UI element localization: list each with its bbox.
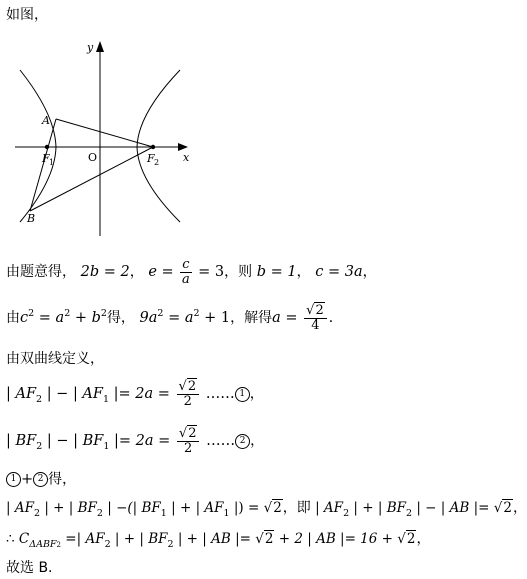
num: c <box>182 257 190 272</box>
text: ． <box>328 310 343 327</box>
text: ， <box>250 433 265 450</box>
sup: 2 <box>64 308 71 320</box>
sub: 2 <box>36 441 43 453</box>
text: ， <box>296 264 311 281</box>
math: | AF <box>315 500 344 516</box>
math: b = 1 <box>256 264 297 281</box>
radicand: 2 <box>264 531 274 547</box>
math: = 3 <box>198 264 225 281</box>
text: 得， <box>48 471 77 488</box>
eq-line-8 <box>6 531 431 550</box>
x-label: x <box>183 151 190 164</box>
den: 2 <box>183 393 192 409</box>
sqrt: √2 <box>306 303 324 318</box>
eq-line-2 <box>6 304 343 332</box>
hyperbola-figure <box>0 0 494 245</box>
math: |= 2a = <box>113 386 170 403</box>
math: = a <box>168 310 194 327</box>
sub: 2 <box>167 539 174 550</box>
text: 由 <box>6 310 20 327</box>
label-f1-sub: 1 <box>49 158 55 167</box>
den: 4 <box>311 317 320 333</box>
den: 2 <box>184 440 193 456</box>
circled-one-icon: 1 <box>235 387 250 402</box>
y-label: y <box>87 41 94 54</box>
sub: 1 <box>102 394 110 406</box>
math: | − | AB |= <box>416 500 490 516</box>
circled-two-icon: 2 <box>235 434 250 449</box>
sqrt: √2 <box>178 379 197 394</box>
eq-line-7 <box>6 500 527 519</box>
radicand: 2 <box>273 500 282 516</box>
eq-line-3: 由双曲线定义， <box>6 351 104 367</box>
focus-f1-point <box>45 145 49 149</box>
label-o: O <box>88 151 98 164</box>
math: 9a <box>139 310 158 327</box>
math: c <box>20 310 29 327</box>
math: | −(| BF <box>107 500 161 516</box>
radicand: 2 <box>188 426 197 441</box>
y-axis-arrow-icon <box>96 41 104 52</box>
text: 得， <box>106 310 135 327</box>
radicand: 2 <box>406 531 416 547</box>
fraction-sqrt2-over-2 <box>177 427 200 455</box>
math: | BF <box>6 433 37 450</box>
sup: 2 <box>28 308 35 320</box>
eq-line-4 <box>6 380 264 408</box>
math: + <box>21 471 34 488</box>
math: = a <box>38 310 65 327</box>
radicand: 2 <box>187 379 197 394</box>
math: 2b = 2 <box>80 264 130 281</box>
label-f1: F <box>42 152 50 165</box>
eq-line-6 <box>6 472 76 487</box>
right-branch <box>137 70 180 222</box>
left-branch <box>20 70 56 222</box>
text: 由题意得， <box>6 264 76 281</box>
sup: 2 <box>100 308 107 320</box>
math: | + | BF <box>353 500 406 516</box>
math: =| AF <box>65 531 105 547</box>
math: C <box>18 531 30 547</box>
sub: 2 <box>96 508 103 519</box>
text: ，则 <box>224 264 253 281</box>
math: |= 2a = <box>114 433 171 450</box>
math: + 2 | AB |= 16 + <box>278 531 393 547</box>
text: ， <box>249 386 264 403</box>
segment-af2 <box>56 119 153 147</box>
ellipsis: …… <box>205 386 235 403</box>
sqrt: √2 <box>255 531 274 547</box>
math: | AF <box>6 386 37 403</box>
math: | − | AF <box>46 386 103 403</box>
focus-f2-point <box>151 145 155 149</box>
label-f2-sub: 2 <box>154 158 160 167</box>
therefore-symbol: ∴ <box>6 531 15 547</box>
math: e = <box>148 264 174 281</box>
circled-two-icon: 2 <box>33 472 48 487</box>
circled-one-icon: 1 <box>6 472 21 487</box>
text: ，即 <box>282 500 311 516</box>
math: | − | BF <box>46 433 104 450</box>
fraction-sqrt2-over-4 <box>304 304 327 332</box>
den: a <box>182 271 190 287</box>
math: | + | AF <box>171 500 224 516</box>
text: ， <box>512 500 527 516</box>
fraction-c-over-a <box>180 258 191 286</box>
sub: 1 <box>160 508 167 519</box>
fraction-sqrt2-over-2 <box>177 380 200 408</box>
math: + 1 <box>204 310 231 327</box>
text: ， <box>416 531 431 547</box>
sub: 1 <box>223 508 230 519</box>
answer-line: 故选 B. <box>6 560 53 576</box>
x-axis-arrow-icon <box>178 143 188 151</box>
intro-text: 如图， <box>6 7 48 23</box>
sup: 2 <box>193 308 200 320</box>
sub: 2 <box>36 394 43 406</box>
math: a = <box>272 310 298 327</box>
subsub: 2 <box>56 541 61 549</box>
sub: 1 <box>103 441 110 453</box>
text: ， <box>362 264 377 281</box>
math: + b <box>74 310 101 327</box>
label-a: A <box>42 114 50 127</box>
sqrt: √2 <box>263 500 282 516</box>
ellipsis: …… <box>206 433 236 450</box>
text: ，解得 <box>230 310 273 327</box>
sub: 2 <box>33 508 41 519</box>
radicand: 2 <box>315 303 324 318</box>
sqrt: √2 <box>493 500 512 516</box>
label-b: B <box>27 212 36 225</box>
math: | AF <box>6 500 34 516</box>
radicand: 2 <box>503 500 512 516</box>
text: ， <box>129 264 144 281</box>
math: | + | BF <box>114 531 168 547</box>
sqrt: √2 <box>178 426 197 441</box>
sub: 2 <box>343 508 350 519</box>
sub: 2 <box>104 539 111 550</box>
sub: ΔABF <box>29 539 57 550</box>
math: c = 3a <box>315 264 363 281</box>
math: |) = <box>233 500 260 516</box>
math: | + | AB |= <box>177 531 251 547</box>
eq-line-1 <box>6 258 377 286</box>
eq-line-5 <box>6 427 264 455</box>
sub: 2 <box>405 508 413 519</box>
sqrt: √2 <box>397 531 416 547</box>
sup: 2 <box>157 308 164 320</box>
math: | + | BF <box>44 500 97 516</box>
label-f2: F <box>147 152 155 165</box>
